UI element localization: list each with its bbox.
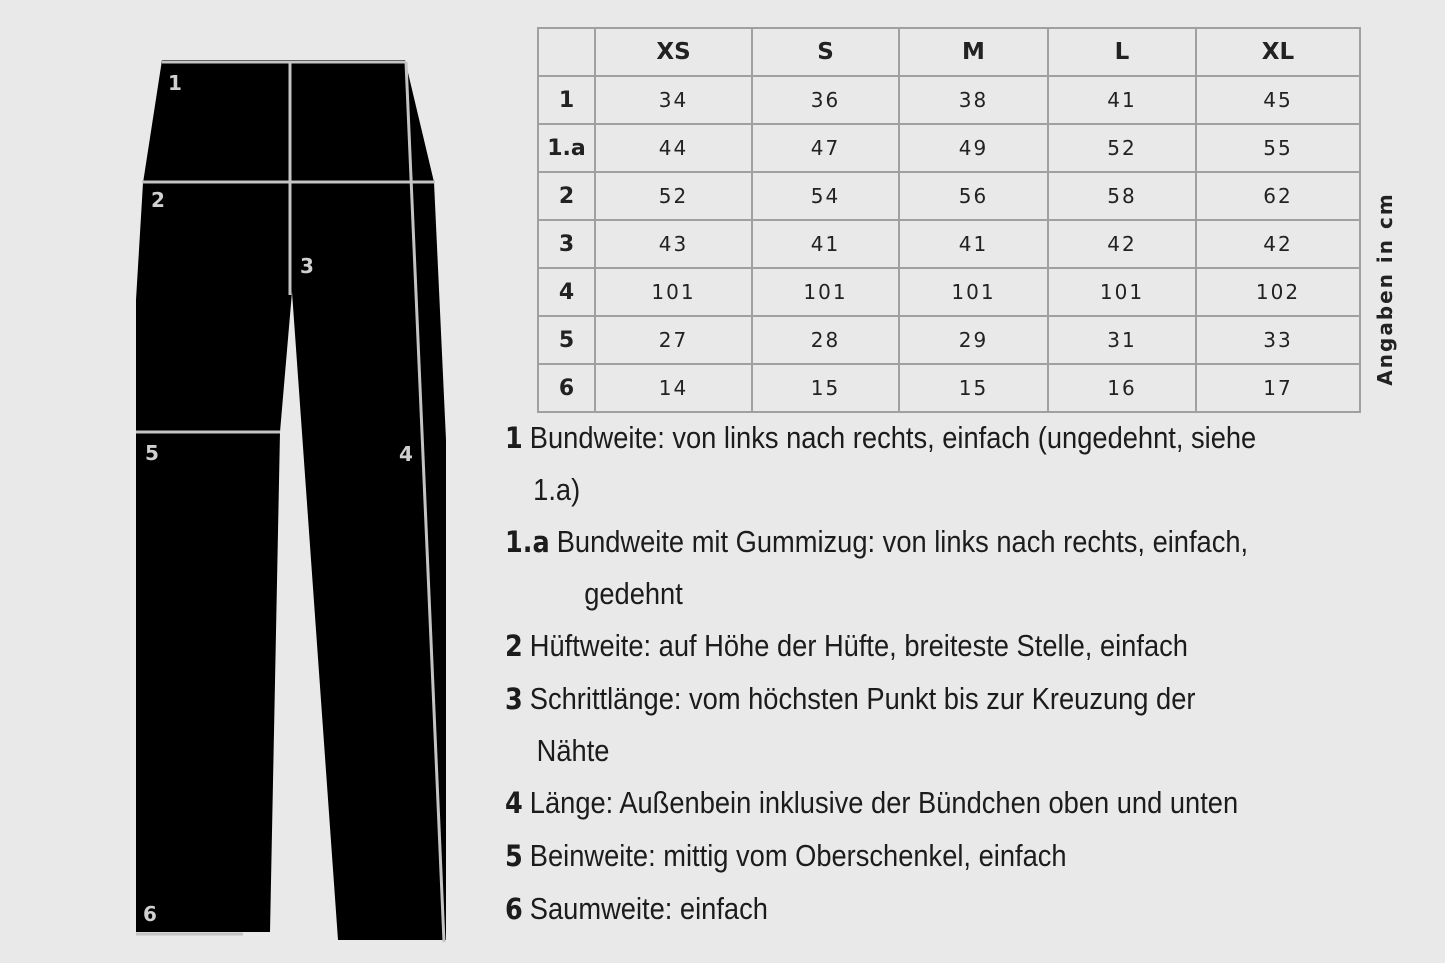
legend-item-5	[505, 830, 1067, 882]
table-cell: 58	[1048, 172, 1196, 220]
table-cell: 15	[752, 364, 899, 412]
table-header-row	[538, 28, 1360, 76]
diagram-number-1: 1	[168, 71, 182, 95]
table-cell: 34	[595, 76, 752, 124]
table-cell: 45	[1196, 76, 1360, 124]
legend-text: Saumweite: einfach	[529, 891, 768, 926]
row-label: 6	[538, 364, 595, 412]
legend-number: 1.a	[505, 525, 550, 559]
table-header-m: M	[899, 28, 1048, 76]
table-header-xs: XS	[595, 28, 752, 76]
table-header-l: L	[1048, 28, 1196, 76]
diagram-number-4: 4	[399, 442, 413, 466]
table-cell: 52	[595, 172, 752, 220]
row-label: 5	[538, 316, 595, 364]
table-cell: 41	[899, 220, 1048, 268]
table-cell: 42	[1196, 220, 1360, 268]
legend-text: Hüftweite: auf Höhe der Hüfte, breiteste Stelle, einfach	[529, 628, 1188, 663]
table-cell: 28	[752, 316, 899, 364]
table-row	[538, 364, 1360, 412]
legend-number: 4	[505, 786, 523, 820]
diagram-number-5: 5	[145, 441, 159, 465]
legend-number: 3	[505, 682, 523, 716]
table-header-s: S	[752, 28, 899, 76]
legend-text: Schrittlänge: vom höchsten Punkt bis zur Kreuzung der	[529, 681, 1196, 716]
row-label: 4	[538, 268, 595, 316]
table-cell: 102	[1196, 268, 1360, 316]
row-label: 1	[538, 76, 595, 124]
table-cell: 62	[1196, 172, 1360, 220]
table-cell: 55	[1196, 124, 1360, 172]
legend-text-continued: 1.a)	[533, 472, 581, 507]
table-cell: 101	[1048, 268, 1196, 316]
legend-item-3	[505, 673, 1195, 777]
table-cell: 101	[899, 268, 1048, 316]
legend-number: 5	[505, 839, 523, 873]
table-cell: 36	[752, 76, 899, 124]
table-cell: 16	[1048, 364, 1196, 412]
row-label: 2	[538, 172, 595, 220]
table-cell: 41	[752, 220, 899, 268]
legend-text: Beinweite: mittig vom Oberschenkel, einfach	[529, 838, 1067, 873]
legend-item-1	[505, 412, 1256, 516]
legend-item-4	[505, 777, 1238, 829]
legend-number: 1	[505, 421, 523, 455]
legend-item-1a	[505, 516, 1248, 620]
table-cell: 17	[1196, 364, 1360, 412]
table-cell: 38	[899, 76, 1048, 124]
table-header-corner	[538, 28, 595, 76]
table-cell: 29	[899, 316, 1048, 364]
table-cell: 49	[899, 124, 1048, 172]
table-cell: 52	[1048, 124, 1196, 172]
legend-text: Länge: Außenbein inklusive der Bündchen oben und unten	[529, 785, 1239, 820]
table-cell: 56	[899, 172, 1048, 220]
table-cell: 47	[752, 124, 899, 172]
legend-text-continued: Nähte	[536, 733, 610, 768]
table-header-xl: XL	[1196, 28, 1360, 76]
table-cell: 15	[899, 364, 1048, 412]
diagram-number-3: 3	[300, 254, 314, 278]
table-row	[538, 220, 1360, 268]
legend-number: 2	[505, 629, 523, 663]
table-cell: 44	[595, 124, 752, 172]
table-cell: 54	[752, 172, 899, 220]
diagram-number-6: 6	[143, 902, 157, 926]
table-cell: 27	[595, 316, 752, 364]
table-row	[538, 76, 1360, 124]
legend-number: 6	[505, 892, 523, 926]
diagram-number-2: 2	[151, 188, 165, 212]
table-cell: 14	[595, 364, 752, 412]
legend-text-continued: gedehnt	[584, 576, 683, 611]
size-table	[537, 27, 1361, 413]
row-label: 1.a	[538, 124, 595, 172]
table-row	[538, 268, 1360, 316]
legend-text: Bundweite: von links nach rechts, einfach (ungedehnt, siehe	[529, 420, 1257, 455]
unit-note: Angaben in cm	[1373, 192, 1397, 386]
legend-item-2	[505, 620, 1188, 672]
table-row	[538, 124, 1360, 172]
table-cell: 31	[1048, 316, 1196, 364]
table-cell: 33	[1196, 316, 1360, 364]
table-cell: 43	[595, 220, 752, 268]
table-cell: 101	[595, 268, 752, 316]
table-cell: 41	[1048, 76, 1196, 124]
legend-text: Bundweite mit Gummizug: von links nach rechts, einfach,	[556, 524, 1249, 559]
table-cell: 42	[1048, 220, 1196, 268]
table-row	[538, 172, 1360, 220]
pants-diagram	[0, 0, 480, 963]
legend-item-6	[505, 883, 768, 935]
table-cell: 101	[752, 268, 899, 316]
row-label: 3	[538, 220, 595, 268]
table-row	[538, 316, 1360, 364]
